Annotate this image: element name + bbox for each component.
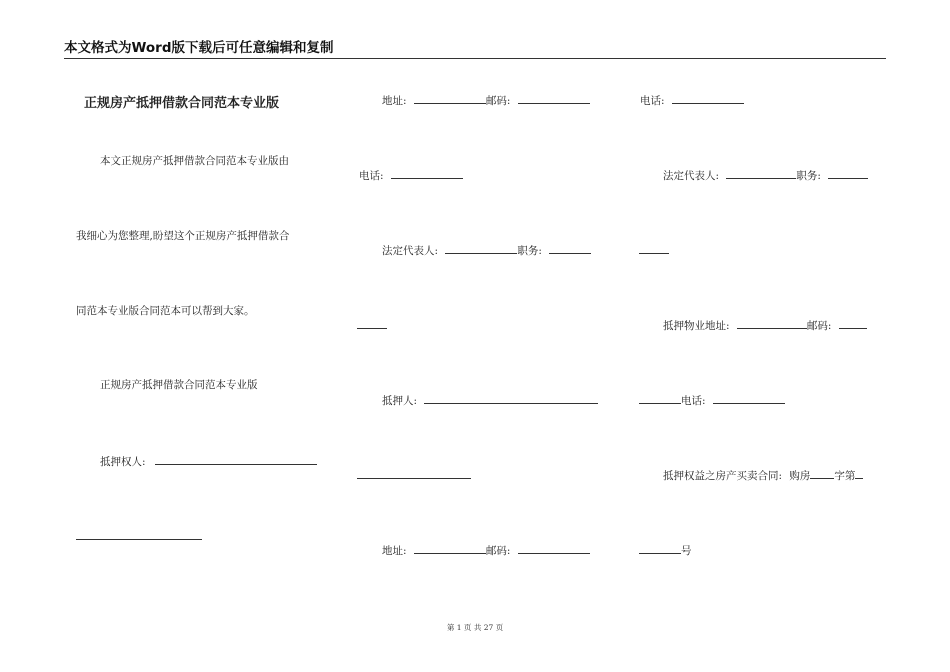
property-address-row	[663, 317, 867, 333]
purchase-contract-label: 抵押权益之房产买卖合同:	[663, 470, 783, 482]
legal-rep3-blank[interactable]	[726, 167, 796, 179]
position-continuation	[357, 317, 387, 333]
contract-number-row	[639, 542, 692, 558]
total-pages: 27	[483, 623, 494, 632]
position-blank-cont[interactable]	[357, 317, 387, 329]
postcode3-blank-cont[interactable]	[639, 392, 681, 404]
mortgagee-blank-cont[interactable]	[76, 528, 202, 540]
postcode2-blank[interactable]	[518, 542, 590, 554]
postcode3-blank[interactable]	[839, 317, 867, 329]
document-header: 本文格式为Word版下载后可任意编辑和复制	[64, 36, 886, 59]
phone4-blank[interactable]	[713, 392, 785, 404]
phone3-label: 电话:	[640, 95, 665, 107]
footer-total-prefix: 共	[473, 623, 482, 632]
mortgagee-label: 抵押权人:	[100, 456, 146, 468]
address-blank[interactable]	[414, 92, 486, 104]
purchase-zi-label: 字第	[834, 470, 856, 482]
document-title: 正规房产抵押借款合同范本专业版	[84, 96, 280, 111]
contract-number-blank[interactable]	[855, 467, 863, 479]
phone-label: 电话:	[359, 170, 384, 182]
legal-rep3-label: 法定代表人:	[663, 170, 720, 182]
property-address-label: 抵押物业地址:	[663, 320, 730, 332]
property-phone-row	[639, 392, 785, 408]
property-address-blank[interactable]	[737, 317, 807, 329]
purchase-house-label: 购房	[789, 470, 811, 482]
intro-line-1: 本文正规房产抵押借款合同范本专业版由	[100, 155, 289, 167]
phone-blank[interactable]	[391, 167, 463, 179]
phone4-label: 电话:	[681, 395, 706, 407]
mortgagee-blank[interactable]	[155, 453, 317, 465]
mortgagor-continuation	[357, 467, 471, 483]
legal-rep-label: 法定代表人:	[382, 245, 439, 257]
page-footer	[0, 622, 950, 633]
footer-total-unit: 页	[495, 623, 504, 632]
page-number: 1	[456, 623, 462, 632]
address-label: 地址:	[382, 95, 407, 107]
position-blank[interactable]	[549, 242, 591, 254]
position-label: 职务:	[517, 245, 542, 257]
legal-rep-blank[interactable]	[445, 242, 517, 254]
postcode-label: 邮码:	[485, 95, 511, 107]
mortgagor-address-row	[382, 542, 590, 558]
mortgagee-address-row	[382, 92, 590, 108]
footer-page-unit: 页	[463, 623, 472, 632]
postcode2-label: 邮码:	[485, 545, 511, 557]
legal-rep-row	[382, 242, 591, 258]
position3-continuation	[639, 242, 669, 258]
phone3-blank[interactable]	[672, 92, 744, 104]
mortgagor-legal-rep-row	[663, 167, 868, 183]
position3-label: 职务:	[796, 170, 821, 182]
address2-label: 地址:	[382, 545, 407, 557]
mortgagee-continuation	[76, 528, 202, 544]
address2-blank[interactable]	[414, 542, 486, 554]
mortgagor-blank[interactable]	[424, 392, 598, 404]
purchase-contract-row	[663, 467, 863, 483]
position3-blank-cont[interactable]	[639, 242, 669, 254]
mortgagor-label: 抵押人:	[382, 395, 418, 407]
mortgagee-phone-row	[359, 167, 463, 183]
house-code-blank[interactable]	[810, 467, 834, 479]
intro-line-3: 同范本专业版合同范本可以帮到大家。	[76, 305, 255, 317]
mortgagor-phone-row	[640, 92, 744, 108]
intro-line-2: 我细心为您整理,盼望这个正规房产抵押借款合	[76, 230, 290, 242]
footer-prefix: 第	[446, 623, 455, 632]
mortgagor-row	[382, 392, 598, 408]
postcode-blank[interactable]	[518, 92, 590, 104]
contract-number-blank-cont[interactable]	[639, 542, 681, 554]
contract-hao-label: 号	[681, 545, 692, 557]
position3-blank[interactable]	[828, 167, 868, 179]
mortgagor-blank-cont[interactable]	[357, 467, 471, 479]
section-subtitle: 正规房产抵押借款合同范本专业版	[100, 379, 258, 391]
postcode3-label: 邮码:	[806, 320, 832, 332]
mortgagee-row	[100, 453, 317, 469]
